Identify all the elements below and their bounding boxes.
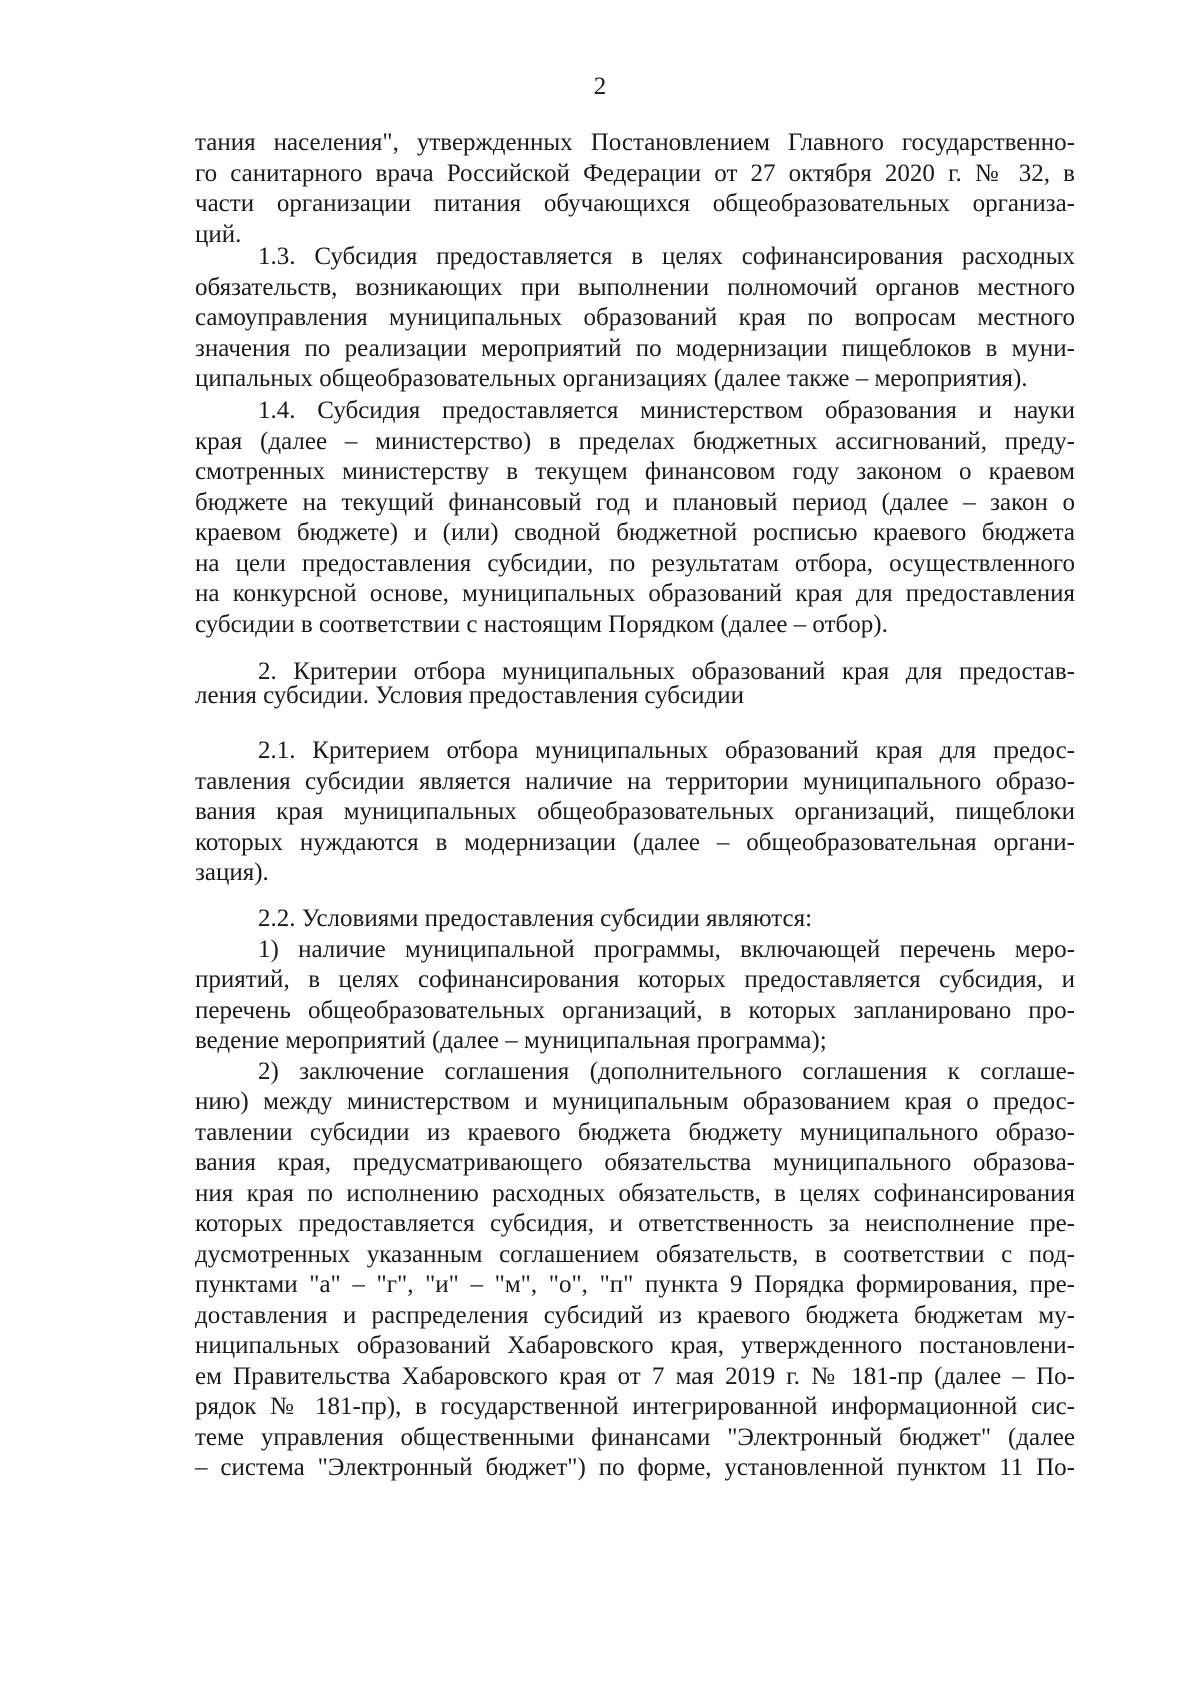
text-line: ведение мероприятий (далее – муниципальная программа);: [195, 1027, 827, 1054]
text-line: 2) заключение соглашения (дополнительного соглашения к соглаше-: [258, 1057, 1075, 1085]
text-line: приятий, в целях софинансирования которых предоставляется субсидия, и: [195, 966, 1075, 993]
text-line: 1) наличие муниципальной программы, включающей перечень меро-: [258, 935, 1075, 963]
text-line: которых предоставляется субсидия, и ответственность за неисполнение пре-: [195, 1210, 1075, 1237]
text-line: ем Правительства Хабаровского края от 7 мая 2019 г. № 181-пр (далее – По-: [195, 1362, 1075, 1390]
section-heading: [195, 660, 1075, 708]
text-line: – система "Электронный бюджет") по форме, установленной пунктом 11 По-: [195, 1454, 1075, 1481]
heading-line: ления субсидии. Условия предоставления субсидии: [195, 682, 744, 709]
text-line: зация).: [195, 859, 269, 886]
text-line: части организации питания обучающихся общеобразовательных организа-: [195, 190, 1075, 217]
text-line: нию) между министерством и муниципальным образованием края о предос-: [195, 1088, 1075, 1115]
text-line: вания края, предусматривающего обязательства муниципального образова-: [195, 1149, 1075, 1176]
text-line: ципальных общеобразовательных организациях (далее также – мероприятия).: [195, 365, 1028, 392]
text-line: 1.4. Субсидия предоставляется министерством образования и науки: [258, 397, 1075, 424]
paragraph-1-3: [195, 242, 1075, 395]
paragraph-2-2: [195, 904, 1075, 1484]
text-line: тавления субсидии является наличие на территории муниципального образо-: [195, 767, 1075, 795]
paragraph-2-1: [195, 736, 1075, 889]
text-line: перечень общеобразовательных организаций, в которых запланировано про-: [195, 996, 1075, 1024]
text-line: 2.2. Условиями предоставления субсидии являются:: [258, 905, 813, 932]
paragraph-continuation: [195, 128, 1075, 250]
heading-line: 2. Критерии отбора муниципальных образований края для предостав-: [258, 658, 1075, 685]
text-line: субсидии в соответствии с настоящим Порядком (далее – отбор).: [195, 610, 888, 638]
text-line: ния края по исполнению расходных обязательств, в целях софинансирования: [195, 1179, 1075, 1207]
text-line: дусмотренных указанным соглашением обязательств, в соответствии с под-: [195, 1240, 1075, 1268]
text-line: края (далее – министерство) в пределах бюджетных ассигнований, преду-: [195, 427, 1075, 455]
text-line: значения по реализации мероприятий по модернизации пищеблоков в муни-: [195, 334, 1075, 362]
text-line: рядок № 181-пр), в государственной интегрированной информационной сис-: [195, 1393, 1075, 1420]
text-line: тания населения", утвержденных Постановлением Главного государственно-: [195, 129, 1075, 156]
page-number: 2: [593, 73, 607, 100]
text-line: го санитарного врача Российской Федерации от 27 октября 2020 г. № 32, в: [195, 159, 1075, 187]
text-line: обязательств, возникающих при выполнении полномочий органов местного: [195, 273, 1075, 301]
text-line: тавлении субсидии из краевого бюджета бюджету муниципального образо-: [195, 1118, 1075, 1146]
text-line: теме управления общественными финансами "Электронный бюджет" (далее: [195, 1423, 1075, 1451]
text-line: 2.1. Критерием отбора муниципальных образований края для предос-: [258, 737, 1075, 764]
text-line: смотренных министерству в текущем финансовом году законом о краевом: [195, 458, 1075, 485]
text-line: вания края муниципальных общеобразовательных организаций, пищеблоки: [195, 798, 1075, 825]
text-line: пунктами "а" – "г", "и" – "м", "о", "п" пункта 9 Порядка формирования, пре-: [195, 1271, 1075, 1298]
text-line: 1.3. Субсидия предоставляется в целях софинансирования расходных: [258, 243, 1075, 270]
paragraph-1-4: [195, 396, 1075, 640]
text-line: на цели предоставления субсидии, по результатам отбора, осуществленного: [195, 549, 1075, 577]
text-line: самоуправления муниципальных образований края по вопросам местного: [195, 304, 1075, 331]
text-line: на конкурсной основе, муниципальных образований края для предоставления: [195, 580, 1075, 607]
text-line: краевом бюджете) и (или) сводной бюджетной росписью краевого бюджета: [195, 519, 1075, 546]
text-line: доставления и распределения субсидий из краевого бюджета бюджетам му-: [195, 1301, 1075, 1329]
text-line: бюджете на текущий финансовый год и плановый период (далее – закон о: [195, 488, 1075, 516]
text-line: ниципальных образований Хабаровского края, утвержденного постановлени-: [195, 1332, 1075, 1359]
text-line: ций.: [195, 220, 242, 248]
text-line: которых нуждаются в модернизации (далее – общеобразовательная органи-: [195, 828, 1075, 856]
